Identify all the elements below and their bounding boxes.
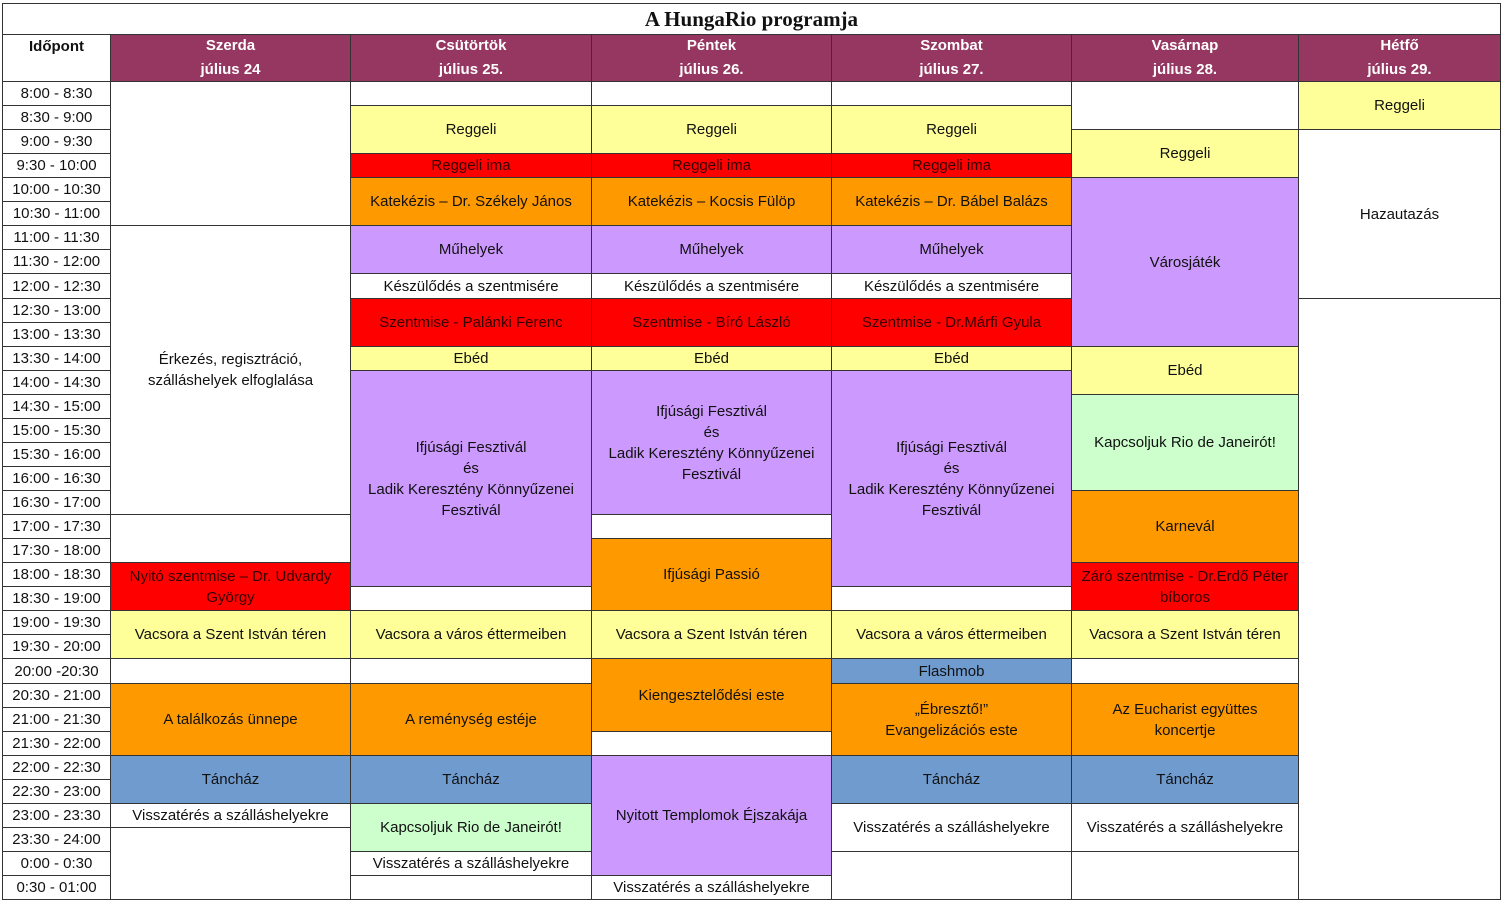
schedule-event [1071, 755, 1299, 804]
time-slot: 14:30 - 15:00 [2, 394, 111, 419]
event-text: Kapcsoljuk Rio de Janeirót! [1094, 434, 1276, 451]
empty-slot [831, 586, 1072, 611]
event-text: Készülődés a szentmisére [623, 277, 800, 295]
event-text: Visszatérés a szálláshelyekre [613, 879, 810, 896]
schedule-event [350, 153, 592, 178]
event-text: Reggeli [1374, 97, 1425, 114]
event-text: Visszatérés a szálláshelyekre [1086, 819, 1284, 836]
event-text: Szentmise - Dr.Márfi Gyula [861, 314, 1042, 331]
schedule-event [350, 851, 592, 876]
event-text: és [703, 423, 720, 441]
time-slot: 0:30 - 01:00 [2, 875, 111, 900]
empty-slot [110, 514, 351, 563]
day-date: július 26. [679, 61, 744, 78]
event-text: Ebéd [453, 350, 489, 367]
schedule-event [591, 346, 832, 371]
time-slot: 21:00 - 21:30 [2, 707, 111, 732]
schedule-event [350, 755, 592, 804]
schedule-event [591, 875, 832, 900]
schedule-event [831, 658, 1072, 684]
event-text: A reménység estéje [405, 711, 537, 728]
schedule-event [110, 562, 351, 611]
schedule-event [591, 658, 832, 732]
schedule-event [831, 153, 1072, 178]
day-header-0 [110, 34, 351, 82]
event-text: Ifjúsági Fesztivál [415, 438, 527, 456]
schedule-event [1071, 177, 1299, 347]
time-slot: 13:30 - 14:00 [2, 346, 111, 371]
event-text: Szentmise - Bíró László [632, 314, 791, 331]
time-slot: 20:30 - 21:00 [2, 683, 111, 708]
event-text: Fesztivál [441, 501, 501, 519]
schedule-event [350, 803, 592, 852]
event-text: Műhelyek [438, 241, 504, 258]
event-text: Ebéd [693, 350, 730, 367]
schedule-event [591, 153, 832, 178]
schedule-event [831, 370, 1072, 587]
schedule-event [831, 803, 1072, 852]
event-text: Kapcsoljuk Rio de Janeirót! [380, 819, 562, 836]
event-text: koncertje [1154, 721, 1216, 739]
empty-slot [1071, 81, 1299, 130]
time-slot: 16:00 - 16:30 [2, 466, 111, 491]
event-text: Ebéd [1167, 362, 1203, 379]
schedule-event [591, 370, 832, 515]
event-text: Érkezés, regisztráció, [158, 351, 303, 368]
time-slot: 13:00 - 13:30 [2, 322, 111, 347]
event-text: Reggeli ima [911, 157, 992, 174]
schedule-event [1071, 394, 1299, 491]
schedule-event [1071, 346, 1299, 395]
day-header-4 [1071, 34, 1299, 82]
day-name: Péntek [686, 37, 737, 54]
event-text: Kiengesztelődési este [638, 686, 785, 704]
time-slot: 18:30 - 19:00 [2, 586, 111, 611]
event-text: György [206, 588, 255, 606]
event-text: Műhelyek [679, 241, 744, 258]
schedule-event [831, 610, 1072, 659]
event-text: Katekézis – Dr. Bábel Balázs [855, 193, 1048, 210]
empty-slot [591, 514, 832, 539]
time-slot: 12:00 - 12:30 [2, 273, 111, 299]
schedule-event [591, 298, 832, 347]
time-slot: 18:00 - 18:30 [2, 562, 111, 587]
schedule-event [350, 298, 592, 347]
empty-slot [110, 81, 351, 226]
time-column-header: Időpont [2, 34, 111, 82]
time-slot: 8:30 - 9:00 [2, 105, 111, 130]
schedule-event [591, 177, 832, 226]
event-text: Flashmob [918, 662, 985, 680]
event-text: Szentmise - Palánki Ferenc [379, 314, 563, 331]
empty-slot [1071, 851, 1299, 900]
event-text: Vacsora a város éttermeiben [375, 626, 567, 643]
schedule-event [350, 346, 592, 371]
empty-slot [350, 875, 592, 900]
schedule-event [1071, 610, 1299, 659]
time-slot: 17:30 - 18:00 [2, 538, 111, 563]
schedule-event [1298, 81, 1501, 130]
event-text: Ifjúsági Fesztivál [896, 438, 1007, 456]
schedule-event [110, 225, 351, 515]
day-date: július 28. [1152, 61, 1218, 78]
event-text: Vacsora a város éttermeiben [856, 626, 1047, 643]
schedule-event [350, 105, 592, 154]
page-title: A HungaRio programja [2, 3, 1501, 35]
schedule-event [591, 755, 832, 876]
event-text: Fesztivál [921, 501, 982, 519]
event-text: Nyitott Templomok Éjszakája [615, 807, 808, 824]
empty-slot [591, 81, 832, 106]
event-text: Visszatérés a szálláshelyekre [372, 855, 570, 872]
event-text: Reggeli [686, 121, 737, 138]
schedule-event [110, 610, 351, 659]
day-header-1 [350, 34, 592, 82]
time-slot: 11:30 - 12:00 [2, 249, 111, 274]
event-text: szálláshelyek elfoglalása [147, 372, 314, 389]
schedule-event [591, 273, 832, 299]
event-text: és [943, 459, 960, 477]
event-text: Katekézis – Dr. Székely János [370, 193, 572, 210]
time-slot: 14:00 - 14:30 [2, 370, 111, 395]
event-text: Ladik Keresztény Könnyűzenei [368, 480, 574, 498]
schedule-event [1071, 803, 1299, 852]
day-date: július 24 [200, 61, 261, 78]
event-text: A találkozás ünnepe [163, 711, 298, 728]
event-text: Ladik Keresztény Könnyűzenei [608, 444, 815, 462]
day-date: július 27. [919, 61, 984, 78]
time-slot: 12:30 - 13:00 [2, 298, 111, 323]
day-date: július 25. [438, 61, 504, 78]
time-slot: 19:00 - 19:30 [2, 610, 111, 635]
event-text: Készülődés a szentmisére [383, 277, 559, 295]
day-header-3 [831, 34, 1072, 82]
event-text: Vacsora a Szent István téren [134, 626, 327, 643]
schedule-event [350, 370, 592, 587]
event-text: Ifjúsági Passió [663, 566, 760, 583]
event-text: Visszatérés a szálláshelyekre [132, 807, 329, 824]
event-text: Hazautazás [1359, 205, 1440, 223]
schedule-event [591, 225, 832, 274]
schedule-event [110, 755, 351, 804]
time-slot: 20:00 -20:30 [2, 658, 111, 684]
empty-slot [1298, 298, 1501, 900]
time-slot: 15:00 - 15:30 [2, 418, 111, 443]
time-slot: 17:00 - 17:30 [2, 514, 111, 539]
day-name: Hétfő [1380, 37, 1419, 54]
schedule-event [350, 177, 592, 226]
event-text: Városjáték [1149, 253, 1221, 271]
schedule-event [831, 755, 1072, 804]
empty-slot [350, 81, 592, 106]
event-text: Táncház [922, 771, 981, 788]
time-slot: 22:00 - 22:30 [2, 755, 111, 780]
schedule-event [350, 610, 592, 659]
event-text: Táncház [1156, 771, 1214, 788]
schedule-event [831, 105, 1072, 154]
event-text: Reggeli [926, 121, 977, 138]
event-text: és [463, 459, 479, 477]
event-text: Karnevál [1155, 518, 1215, 535]
schedule-event [110, 683, 351, 756]
event-text: Táncház [442, 771, 500, 788]
day-name: Szombat [920, 37, 983, 54]
event-text: Záró szentmise - Dr.Erdő Péter [1081, 567, 1289, 585]
schedule-event [831, 298, 1072, 347]
schedule-event [1298, 129, 1501, 299]
event-text: Az Eucharist együttes [1112, 700, 1258, 718]
event-text: Vacsora a Szent István téren [615, 626, 808, 643]
schedule-event [1071, 490, 1299, 563]
time-slot: 15:30 - 16:00 [2, 442, 111, 467]
event-text: Nyitó szentmise – Dr. Udvardy [129, 567, 332, 585]
time-slot: 10:30 - 11:00 [2, 201, 111, 226]
event-text: Készülődés a szentmisére [863, 277, 1040, 295]
event-text: Ladik Keresztény Könnyűzenei [848, 480, 1055, 498]
schedule-event [110, 803, 351, 828]
event-text: Katekézis – Kocsis Fülöp [627, 193, 796, 210]
empty-slot [831, 851, 1072, 900]
empty-slot [1071, 658, 1299, 684]
day-name: Csütörtök [435, 37, 507, 54]
event-text: Reggeli [445, 121, 497, 138]
day-header-2 [591, 34, 832, 82]
schedule-event [591, 538, 832, 611]
event-text: Műhelyek [919, 241, 984, 258]
event-text: Vacsora a Szent István téren [1089, 626, 1281, 643]
empty-slot [591, 731, 832, 756]
event-text: Evangelizációs este [885, 721, 1018, 739]
time-slot: 22:30 - 23:00 [2, 779, 111, 804]
event-text: Reggeli ima [431, 157, 511, 174]
event-text: Táncház [201, 771, 260, 788]
time-slot: 0:00 - 0:30 [2, 851, 111, 876]
time-slot: 19:30 - 20:00 [2, 634, 111, 659]
schedule-event [1071, 683, 1299, 756]
time-slot: 11:00 - 11:30 [2, 225, 111, 250]
time-slot: 8:00 - 8:30 [2, 81, 111, 106]
event-text: Ifjúsági Fesztivál [656, 402, 767, 420]
empty-slot [110, 827, 351, 900]
schedule-event [591, 105, 832, 154]
schedule-event [350, 273, 592, 299]
empty-slot [831, 81, 1072, 106]
day-name: Vasárnap [1151, 37, 1219, 54]
event-text: Fesztivál [681, 465, 742, 483]
schedule-event [831, 346, 1072, 371]
event-text: „Ébresztő!” [914, 700, 989, 718]
event-text: Reggeli [1159, 145, 1211, 162]
schedule-event [1071, 129, 1299, 178]
time-slot: 9:30 - 10:00 [2, 153, 111, 178]
schedule-event [350, 225, 592, 274]
schedule-event [350, 683, 592, 756]
day-name: Szerda [205, 37, 256, 54]
event-text: bíboros [1159, 588, 1211, 606]
empty-slot [110, 658, 351, 684]
day-date: július 29. [1367, 61, 1432, 78]
time-slot: 23:00 - 23:30 [2, 803, 111, 828]
event-text: Reggeli ima [671, 157, 752, 174]
time-slot: 23:30 - 24:00 [2, 827, 111, 852]
time-slot: 10:00 - 10:30 [2, 177, 111, 202]
event-text: Ebéd [933, 350, 970, 367]
schedule-event [831, 273, 1072, 299]
time-slot: 9:00 - 9:30 [2, 129, 111, 154]
schedule-event [831, 683, 1072, 756]
day-header-5 [1298, 34, 1501, 82]
empty-slot [350, 586, 592, 611]
empty-slot [350, 658, 592, 684]
time-slot: 21:30 - 22:00 [2, 731, 111, 756]
event-text: Visszatérés a szálláshelyekre [853, 819, 1050, 836]
schedule-event [591, 610, 832, 659]
schedule-event [831, 225, 1072, 274]
schedule-event [831, 177, 1072, 226]
time-slot: 16:30 - 17:00 [2, 490, 111, 515]
schedule-event [1071, 562, 1299, 611]
